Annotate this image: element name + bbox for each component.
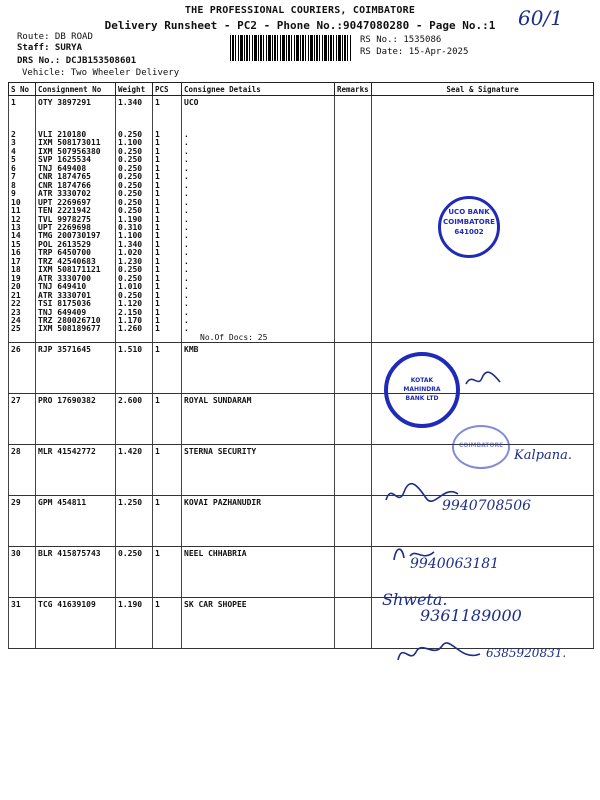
table-row: 23 TNJ 649409 2.150 1 . — [9, 309, 594, 317]
table-row: 17 TRZ 42540683 1.230 1 . — [9, 258, 594, 266]
rs-number: RS No.: 1535086 — [360, 35, 442, 45]
col-weight: Weight — [116, 83, 153, 96]
table-row: 28 MLR 41542772 1.420 1 STERNA SECURITY — [9, 445, 594, 496]
group-total-row — [9, 334, 594, 343]
table-row: 18 IXM 508171121 0.250 1 . — [9, 266, 594, 274]
table-row: 29 GPM 454811 1.250 1 KOVAI PAZHANUDIR — [9, 496, 594, 547]
col-consignee: Consignee Details — [182, 83, 335, 96]
company-name: THE PROFESSIONAL COURIERS, COIMBATORE — [184, 5, 416, 16]
col-remarks: Remarks — [335, 83, 372, 96]
table-row: 6 TNJ 649408 0.250 1 . — [9, 165, 594, 173]
table-row: 3 IXM 508173011 1.100 1 . — [9, 139, 594, 147]
table-header-row — [9, 83, 594, 96]
runsheet-table — [8, 82, 594, 649]
table-row: 16 TRP 6450700 1.020 1 . — [9, 249, 594, 257]
table-row: 14 TMG 200730197 1.100 1 . — [9, 232, 594, 240]
col-consignment: Consignment No — [36, 83, 116, 96]
table-row: 1 OTY 3897291 1.340 1 UCO — [9, 96, 594, 132]
table-row: 26 RJP 3571645 1.510 1 KMB — [9, 343, 594, 394]
table-row: 30 BLR 415875743 0.250 1 NEEL CHHABRIA — [9, 547, 594, 598]
col-seal: Seal & Signature — [372, 83, 594, 96]
runsheet-title: Delivery Runsheet - PC2 - Phone No.:9047080280 - Page No.:1 — [104, 19, 496, 32]
handwritten-phone-30: 9361189000 — [420, 606, 522, 625]
drs-number: DRS No.: DCJB153508601 — [17, 56, 137, 66]
royal-sundaram-seal-icon: COIMBATORE — [452, 425, 510, 469]
col-pcs: PCS — [153, 83, 182, 96]
handwritten-phone-31: 6385920831. — [486, 646, 567, 660]
col-sno: S No — [9, 83, 36, 96]
table-row: 11 TEN 2221942 0.250 1 . — [9, 207, 594, 215]
table-row: 22 TSI 8175036 1.120 1 . — [9, 300, 594, 308]
table-row: 24 TRZ 280026710 1.170 1 . — [9, 317, 594, 325]
handwritten-phone-28: 9940708506 — [442, 498, 532, 514]
route: Route: DB ROAD — [17, 32, 93, 42]
barcode-icon — [230, 35, 352, 61]
uco-bank-seal-icon: UCO BANK COIMBATORE 641002 — [438, 196, 500, 258]
vehicle: Vehicle: Two Wheeler Delivery — [22, 68, 180, 78]
table-row: 7 CNR 1874765 0.250 1 . — [9, 173, 594, 181]
table-row: 8 CNR 1874766 0.250 1 . — [9, 182, 594, 190]
table-row: 27 PRO 17690382 2.600 1 ROYAL SUNDARAM — [9, 394, 594, 445]
staff: Staff: SURYA — [17, 43, 83, 53]
rs-date: RS Date: 15-Apr-2025 — [360, 47, 469, 57]
handwritten-phone-29: 9940063181 — [410, 556, 500, 572]
table-row: 15 POL 2613529 1.340 1 . — [9, 241, 594, 249]
table-row: 9 ATR 3330702 0.250 1 . — [9, 190, 594, 198]
table-row: 25 IXM 508189677 1.260 1 . — [9, 325, 594, 333]
table-row: 13 UPT 2269698 0.310 1 . — [9, 224, 594, 232]
docs-count: No.Of Docs: 25 — [182, 334, 335, 343]
page-handwritten-note: 60/1 — [518, 6, 563, 30]
table-row: 4 IXM 507956380 0.250 1 . — [9, 148, 594, 156]
signature-icon — [394, 638, 484, 668]
signature-icon — [464, 368, 504, 390]
handwritten-name-shweta: Shweta. — [382, 590, 448, 609]
kotak-bank-seal-icon: KOTAK MAHINDRA BANK LTD — [384, 352, 460, 428]
table-row: 2 VLI 210180 0.250 1 . — [9, 131, 594, 139]
table-row: 20 TNJ 649410 1.010 1 . — [9, 283, 594, 291]
table-row: 21 ATR 3330701 0.250 1 . — [9, 292, 594, 300]
table-row: 5 SVP 1625534 0.250 1 . — [9, 156, 594, 164]
table-row: 12 TVL 9978275 1.190 1 . — [9, 216, 594, 224]
table-row: 19 ATR 3330700 0.250 1 . — [9, 275, 594, 283]
handwritten-name-kalpana: Kalpana. — [514, 448, 572, 463]
table-row: 10 UPT 2269697 0.250 1 . — [9, 199, 594, 207]
table-row: 31 TCG 41639109 1.190 1 SK CAR SHOPEE — [9, 598, 594, 649]
